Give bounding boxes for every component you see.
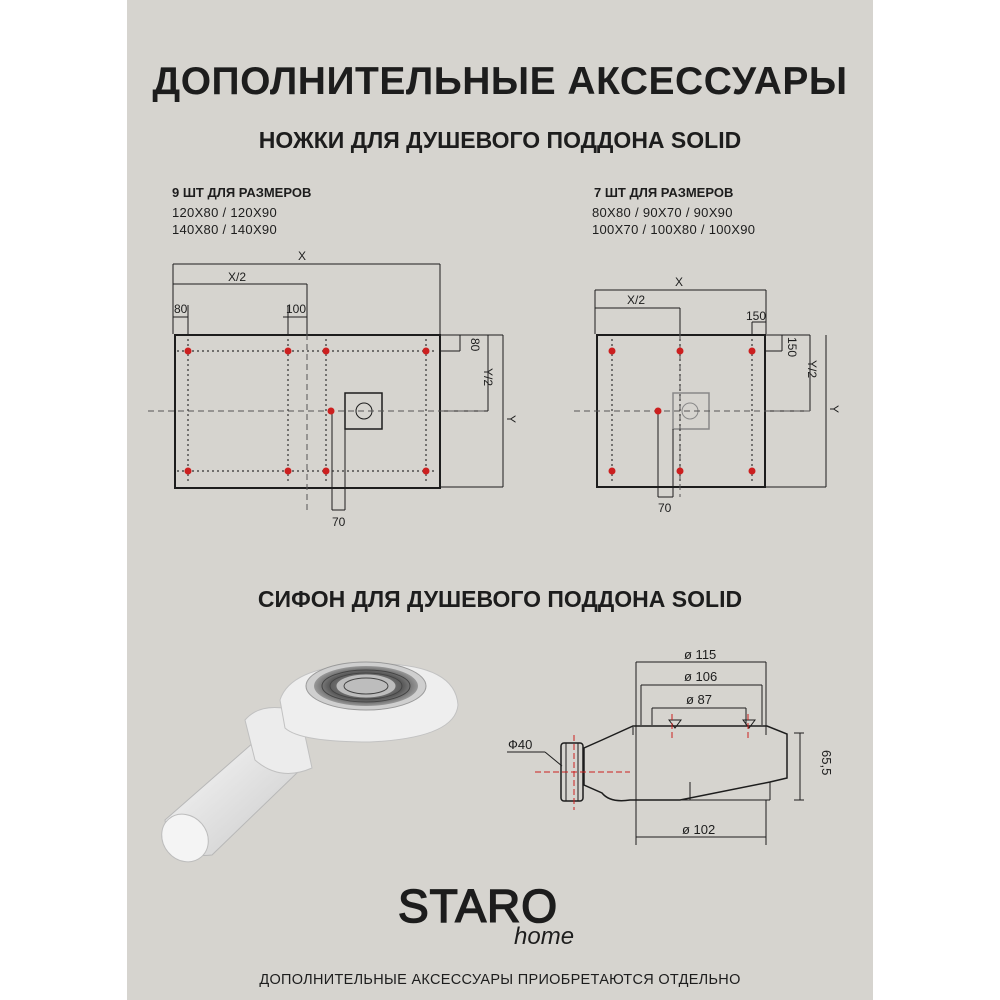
dim-100: 100 [286,302,307,316]
brand-sub: home [514,923,575,950]
dim-80: 80 [174,302,188,316]
legs-left-heading: 9 ШТ ДЛЯ РАЗМЕРОВ [172,185,312,200]
legs-right-sizes-line1: 80Х80 / 90Х70 / 90Х90 [592,205,733,220]
siphon-technical-drawing [500,640,840,850]
tray-diagram-7-legs [560,270,850,520]
dim-d106: ø 106 [684,669,718,684]
dim-x-half: X/2 [228,270,247,284]
legs-right-sizes-line2: 100Х70 / 100Х80 / 100Х90 [592,222,756,237]
dim-x: X [675,275,684,289]
dim-height: 65,5 [819,750,834,776]
brand-name: STARO [398,880,559,932]
siphon-product-image [150,650,460,865]
dim-y-half: Y/2 [481,368,495,387]
footer-note: ДОПОЛНИТЕЛЬНЫЕ АКСЕССУАРЫ ПРИОБРЕТАЮТСЯ ОТДЕЛЬНО [259,972,741,988]
dim-y: Y [504,415,518,424]
dim-d115: ø 115 [684,647,717,662]
dim-phi40: Ф40 [508,737,533,752]
page-title: ДОПОЛНИТЕЛЬНЫЕ АКСЕССУАРЫ [152,60,848,103]
dim-y-half: Y/2 [805,360,819,379]
dim-80-right: 80 [468,338,482,352]
siphon-section-title: СИФОН ДЛЯ ДУШЕВОГО ПОДДОНА SOLID [257,586,743,612]
legs-left-sizes-line2: 140Х80 / 140Х90 [172,222,277,237]
dim-d87: ø 87 [686,692,713,707]
dim-70: 70 [658,501,672,515]
dim-x: X [298,249,307,263]
legs-left-sizes-line1: 120Х80 / 120Х90 [172,205,277,220]
dim-70: 70 [332,515,346,529]
dim-x-half: X/2 [627,293,646,307]
brand-logo [395,875,610,950]
dim-d102: ø 102 [682,822,716,837]
dim-y: Y [827,405,841,414]
dim-150-right: 150 [785,337,799,358]
dim-150: 150 [746,309,767,323]
legs-section-title: НОЖКИ ДЛЯ ДУШЕВОГО ПОДДОНА SOLID [258,127,742,153]
tray-diagram-9-legs [140,248,530,538]
legs-right-heading: 7 ШТ ДЛЯ РАЗМЕРОВ [594,185,734,200]
